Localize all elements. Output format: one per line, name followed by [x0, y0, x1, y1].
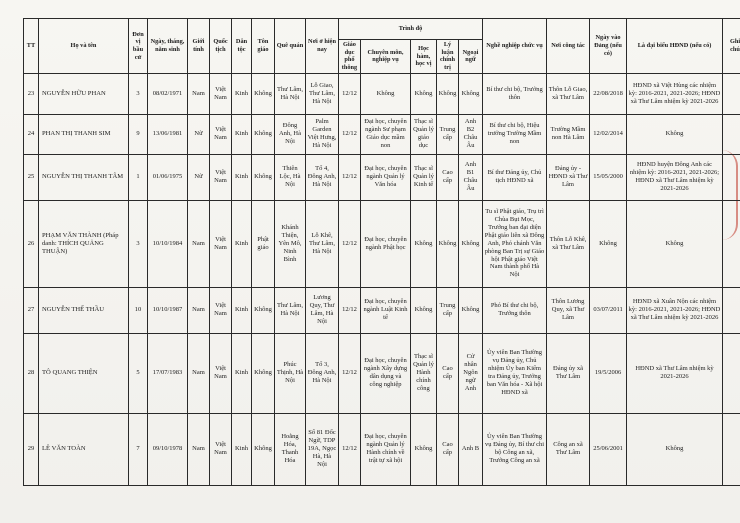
cell-degree: Không [411, 200, 437, 287]
cell-ethnicity: Kinh [232, 287, 252, 333]
cell-unit: 5 [129, 333, 148, 413]
table-row [24, 73, 740, 114]
cell-gender: Nam [188, 413, 210, 485]
col-header-note: Ghi chú [723, 19, 740, 74]
cell-residence: Palm Garden Việt Hưng, Hà Nội [306, 114, 339, 154]
cell-dob: 10/10/1984 [148, 200, 188, 287]
cell-party-date: 19/5/2006 [590, 333, 627, 413]
cell-residence: Tổ 3, Đông Anh, Hà Nội [306, 333, 339, 413]
cell-politics: Không [437, 200, 459, 287]
cell-general-edu: 12/12 [339, 73, 361, 114]
col-header-occupation: Nghề nghiệp chức vụ [483, 19, 547, 74]
cell-general-edu: 12/12 [339, 200, 361, 287]
cell-nationality: Việt Nam [210, 73, 232, 114]
col-header-general-edu: Giáo dục phổ thông [339, 40, 361, 74]
cell-gender: Nam [188, 333, 210, 413]
table-row [24, 333, 740, 413]
cell-specialty: Đại học, chuyên ngành Xây dựng dân dụng và công nghiệp [361, 333, 411, 413]
cell-religion: Không [252, 114, 275, 154]
cell-hometown: Hoằng Hóa, Thanh Hóa [275, 413, 306, 485]
cell-delegate: Không [627, 114, 723, 154]
cell-delegate: HĐND xã Việt Hùng các nhiệm kỳ: 2016-2021, 2021-2026; HĐND xã Thư Lâm nhiệm kỳ 2021-2026 [627, 73, 723, 114]
cell-religion: Không [252, 287, 275, 333]
cell-tt: 23 [24, 73, 39, 114]
cell-ethnicity: Kinh [232, 200, 252, 287]
cell-party-date: 25/06/2001 [590, 413, 627, 485]
cell-tt: 24 [24, 114, 39, 154]
cell-workplace: Thôn Lương Quy, xã Thư Lâm [547, 287, 590, 333]
col-header-workplace: Nơi công tác [547, 19, 590, 74]
cell-religion: Không [252, 154, 275, 200]
cell-delegate: HĐND huyện Đông Anh các nhiệm kỳ: 2016-2021, 2021-2026; HĐND xã Thư Lâm nhiệm kỳ 2021-2026 [627, 154, 723, 200]
cell-ethnicity: Kinh [232, 73, 252, 114]
cell-degree: Thạc sĩ Quản lý giáo dục [411, 114, 437, 154]
col-header-education-group: Trình độ [339, 19, 483, 40]
col-header-religion: Tôn giáo [252, 19, 275, 74]
cell-language: Anh B1 Châu Âu [459, 154, 483, 200]
cell-unit: 3 [129, 73, 148, 114]
cell-occupation: Bí thư chi bộ, Trưởng thôn [483, 73, 547, 114]
cell-occupation: Bí thư Đảng ủy, Chủ tịch HĐND xã [483, 154, 547, 200]
cell-degree: Thạc sĩ Quản lý Hành chính công [411, 333, 437, 413]
cell-general-edu: 12/12 [339, 413, 361, 485]
cell-degree: Thạc sĩ Quản lý Kinh tế [411, 154, 437, 200]
cell-dob: 10/10/1987 [148, 287, 188, 333]
col-header-nationality: Quốc tịch [210, 19, 232, 74]
cell-delegate: Không [627, 200, 723, 287]
cell-note [723, 200, 740, 287]
cell-delegate: HĐND xã Thư Lâm nhiệm kỳ 2021-2026 [627, 333, 723, 413]
cell-party-date: 15/05/2000 [590, 154, 627, 200]
cell-tt: 27 [24, 287, 39, 333]
cell-dob: 13/06/1981 [148, 114, 188, 154]
cell-ethnicity: Kinh [232, 333, 252, 413]
cell-politics: Không [437, 73, 459, 114]
cell-unit: 7 [129, 413, 148, 485]
cell-language: Không [459, 200, 483, 287]
cell-nationality: Việt Nam [210, 333, 232, 413]
cell-occupation: Phó Bí thư chi bộ, Trưởng thôn [483, 287, 547, 333]
cell-residence: Tổ 4, Đông Anh, Hà Nội [306, 154, 339, 200]
col-header-specialty: Chuyên môn, nghiệp vụ [361, 40, 411, 74]
cell-specialty: Đại học, chuyên ngành Sư phạm Giáo dục mầm non [361, 114, 411, 154]
cell-workplace: Đảng ủy xã Thư Lâm [547, 333, 590, 413]
cell-hometown: Khánh Thiện, Yên Mô, Ninh Bình [275, 200, 306, 287]
cell-religion: Không [252, 73, 275, 114]
cell-hometown: Thư Lâm, Hà Nội [275, 287, 306, 333]
cell-workplace: Thôn Lỗ Khê, xã Thư Lâm [547, 200, 590, 287]
cell-general-edu: 12/12 [339, 287, 361, 333]
table-row [24, 200, 740, 287]
cell-dob: 17/07/1983 [148, 333, 188, 413]
cell-dob: 09/10/1978 [148, 413, 188, 485]
cell-religion: Không [252, 413, 275, 485]
cell-nationality: Việt Nam [210, 413, 232, 485]
cell-nationality: Việt Nam [210, 114, 232, 154]
cell-name: PHAN THỊ THANH SIM [39, 114, 129, 154]
cell-language: Anh B [459, 413, 483, 485]
cell-politics: Cao cấp [437, 333, 459, 413]
table-row [24, 287, 740, 333]
cell-residence: Lương Quy, Thư Lâm, Hà Nội [306, 287, 339, 333]
cell-occupation: Bí thư chi bộ, Hiệu trưởng Trường Mầm non [483, 114, 547, 154]
cell-tt: 29 [24, 413, 39, 485]
cell-general-edu: 12/12 [339, 154, 361, 200]
cell-delegate: Không [627, 413, 723, 485]
cell-residence: Lỗ Giao, Thư Lâm, Hà Nội [306, 73, 339, 114]
cell-ethnicity: Kinh [232, 154, 252, 200]
cell-name: NGUYỄN THỊ THANH TÂM [39, 154, 129, 200]
cell-specialty: Không [361, 73, 411, 114]
col-header-politics: Lý luận chính trị [437, 40, 459, 74]
cell-occupation: Ủy viên Ban Thường vụ Đảng ủy, Chủ nhiệm Ủy ban Kiểm tra Đảng ủy, Trưởng ban Văn hóa - Xã hội HĐND xã [483, 333, 547, 413]
col-header-tt: TT [24, 19, 39, 74]
cell-dob: 08/02/1971 [148, 73, 188, 114]
col-header-hometown: Quê quán [275, 19, 306, 74]
cell-note [723, 114, 740, 154]
cell-language: Không [459, 73, 483, 114]
cell-gender: Nam [188, 73, 210, 114]
cell-politics: Trung cấp [437, 114, 459, 154]
cell-nationality: Việt Nam [210, 154, 232, 200]
col-header-language: Ngoại ngữ [459, 40, 483, 74]
cell-unit: 9 [129, 114, 148, 154]
cell-specialty: Đại học, chuyên ngành Quản lý Hành chính về trật tự xã hội [361, 413, 411, 485]
cell-unit: 3 [129, 200, 148, 287]
cell-politics: Cao cấp [437, 413, 459, 485]
cell-religion: Không [252, 333, 275, 413]
cell-nationality: Việt Nam [210, 287, 232, 333]
table-row [24, 413, 740, 485]
cell-name: NGUYỄN HỮU PHAN [39, 73, 129, 114]
table-row [24, 154, 740, 200]
cell-name: LÊ VĂN TOÀN [39, 413, 129, 485]
cell-name: TÔ QUANG THIỆN [39, 333, 129, 413]
cell-hometown: Thư Lâm, Hà Nội [275, 73, 306, 114]
header-row-top [24, 19, 740, 40]
cell-name: PHẠM VĂN THÀNH (Pháp danh: THÍCH QUẢNG THUẬN) [39, 200, 129, 287]
col-header-degree: Học hàm, học vị [411, 40, 437, 74]
cell-residence: Số 81 Đốc Ngữ, TDP 19A, Ngọc Hà, Hà Nội [306, 413, 339, 485]
cell-degree: Không [411, 413, 437, 485]
cell-nationality: Việt Nam [210, 200, 232, 287]
cell-party-date: 22/08/2018 [590, 73, 627, 114]
cell-gender: Nữ [188, 114, 210, 154]
cell-specialty: Đại học, chuyên ngành Luật Kinh tế [361, 287, 411, 333]
cell-degree: Không [411, 287, 437, 333]
cell-general-edu: 12/12 [339, 333, 361, 413]
cell-politics: Cao cấp [437, 154, 459, 200]
cell-politics: Trung cấp [437, 287, 459, 333]
cell-tt: 28 [24, 333, 39, 413]
table-row [24, 114, 740, 154]
cell-ethnicity: Kinh [232, 413, 252, 485]
col-header-party-date: Ngày vào Đảng (nếu có) [590, 19, 627, 74]
cell-gender: Nam [188, 287, 210, 333]
cell-degree: Không [411, 73, 437, 114]
cell-gender: Nữ [188, 154, 210, 200]
cell-occupation: Tu sĩ Phật giáo, Trụ trì Chùa Bụt Mọc, Trưởng ban đại diện Phật giáo liên xã Đông Anh, Phó chánh Văn phòng Ban Trị sự Giáo hội Phật giáo Việt Nam thành phố Hà Nội [483, 200, 547, 287]
cell-party-date: Không [590, 200, 627, 287]
cell-workplace: Công an xã Thư Lâm [547, 413, 590, 485]
cell-note [723, 154, 740, 200]
cell-gender: Nam [188, 200, 210, 287]
cell-workplace: Đảng ủy - HĐND xã Thư Lâm [547, 154, 590, 200]
col-header-residence: Nơi ở hiện nay [306, 19, 339, 74]
cell-hometown: Thiên Lộc, Hà Nội [275, 154, 306, 200]
cell-religion: Phật giáo [252, 200, 275, 287]
cell-specialty: Đại học, chuyên ngành Phật học [361, 200, 411, 287]
cell-dob: 01/06/1975 [148, 154, 188, 200]
cell-tt: 25 [24, 154, 39, 200]
cell-unit: 1 [129, 154, 148, 200]
col-header-gender: Giới tính [188, 19, 210, 74]
cell-name: NGUYỄN THẾ THẦU [39, 287, 129, 333]
col-header-delegate: Là đại biểu HĐND (nếu có) [627, 19, 723, 74]
cell-general-edu: 12/12 [339, 114, 361, 154]
cell-ethnicity: Kinh [232, 114, 252, 154]
cell-party-date: 12/02/2014 [590, 114, 627, 154]
cell-specialty: Đại học, chuyên ngành Quản lý Văn hóa [361, 154, 411, 200]
cell-language: Không [459, 287, 483, 333]
col-header-dob: Ngày, tháng, năm sinh [148, 19, 188, 74]
cell-party-date: 03/07/2011 [590, 287, 627, 333]
cell-residence: Lỗ Khê, Thư Lâm, Hà Nội [306, 200, 339, 287]
cell-language: Cử nhân Ngôn ngữ Anh [459, 333, 483, 413]
cell-hometown: Phúc Thịnh, Hà Nội [275, 333, 306, 413]
cell-note [723, 287, 740, 333]
col-header-name: Họ và tên [39, 19, 129, 74]
cell-delegate: HĐND xã Xuân Nộn các nhiệm kỳ: 2016-2021, 2021-2026; HĐND xã Thư Lâm nhiệm kỳ 2021-2026 [627, 287, 723, 333]
candidate-table [23, 18, 740, 486]
cell-note [723, 73, 740, 114]
cell-hometown: Đông Anh, Hà Nội [275, 114, 306, 154]
cell-workplace: Trường Mầm non Hà Lâm [547, 114, 590, 154]
cell-unit: 10 [129, 287, 148, 333]
col-header-unit: Đơn vị bầu cử [129, 19, 148, 74]
cell-note [723, 413, 740, 485]
cell-occupation: Ủy viên Ban Thường vụ Đảng ủy, Bí thư chi bộ Công an xã, Trưởng Công an xã [483, 413, 547, 485]
cell-note [723, 333, 740, 413]
col-header-ethnicity: Dân tộc [232, 19, 252, 74]
cell-workplace: Thôn Lỗ Giao, xã Thư Lâm [547, 73, 590, 114]
cell-tt: 26 [24, 200, 39, 287]
cell-language: Anh B2 Châu Âu [459, 114, 483, 154]
